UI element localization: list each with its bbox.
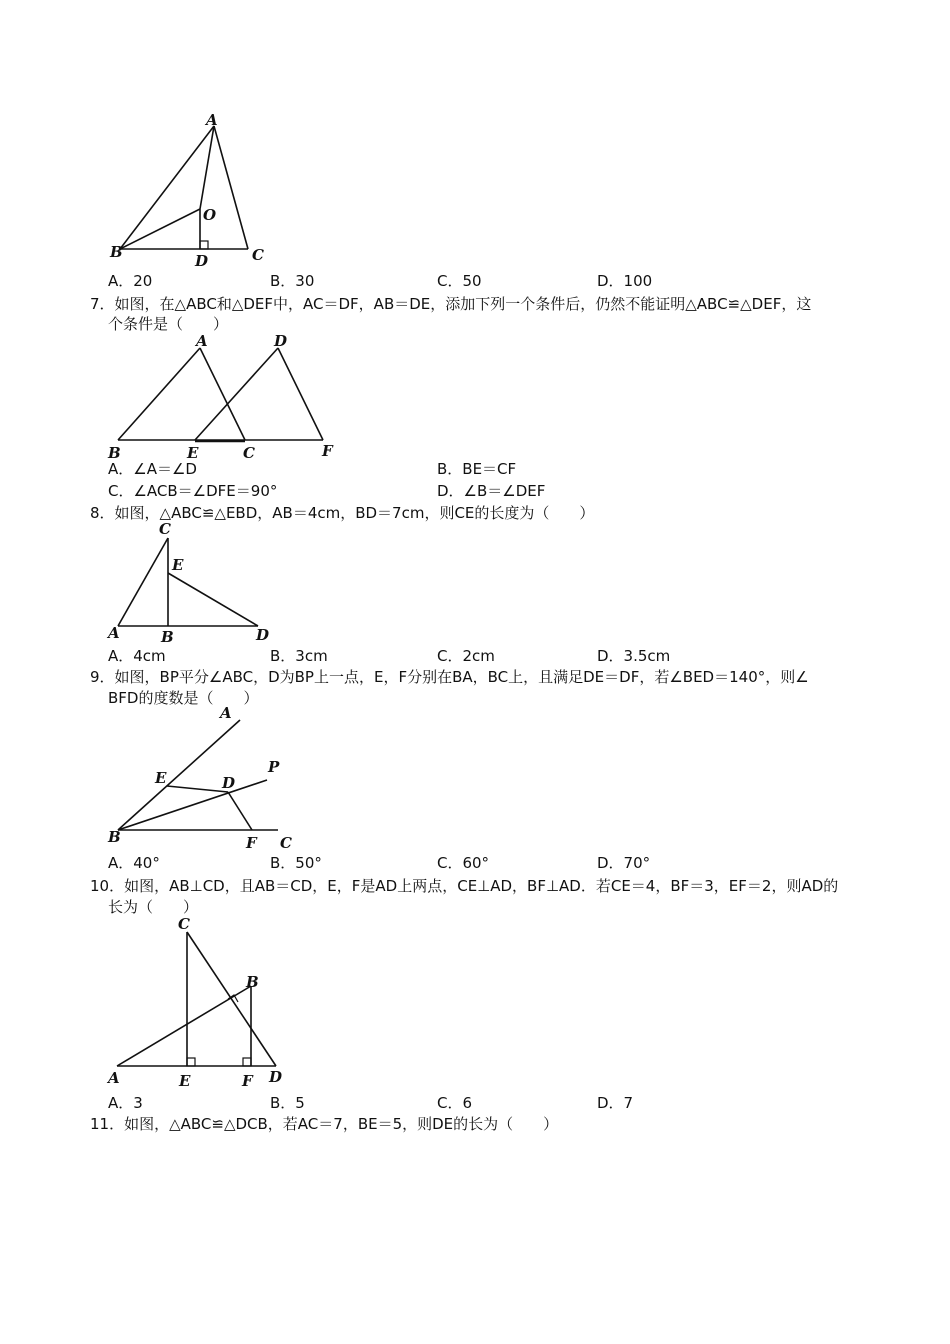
q10-option-c: C．6: [437, 1094, 473, 1112]
q6-option-c: C．50: [437, 272, 482, 290]
q9-label-c: C: [280, 834, 292, 852]
q7-figure: [100, 330, 350, 465]
q9-label-a: A: [220, 704, 232, 722]
q9-stem-line1: 9．如图，BP平分∠ABC，D为BP上一点，E，F分别在BA，BC上，且满足DE＝DF，若∠BED＝140°，则∠: [90, 668, 809, 686]
q9-label-b: B: [108, 828, 121, 846]
q6-option-d: D．100: [597, 272, 653, 290]
q10-label-f: F: [242, 1072, 253, 1090]
q7-label-a: A: [196, 332, 208, 350]
q8-label-d: D: [256, 626, 270, 644]
q8-option-a: A．4cm: [108, 647, 166, 665]
q10-option-b: B．5: [270, 1094, 305, 1112]
q6-label-o: O: [203, 206, 217, 224]
q10-label-c: C: [178, 915, 190, 933]
q10-label-b: B: [246, 973, 259, 991]
q10-label-e: E: [179, 1072, 191, 1090]
q7-option-a: A．∠A＝∠D: [108, 460, 197, 478]
q6-label-d: D: [195, 252, 209, 270]
q6-option-b: B．30: [270, 272, 315, 290]
q8-option-c: C．2cm: [437, 647, 495, 665]
q7-stem-line2: 个条件是（ ）: [108, 315, 229, 333]
q6-label-c: C: [252, 246, 264, 264]
q8-figure: [100, 518, 280, 648]
q10-label-a: A: [108, 1069, 120, 1087]
q10-option-d: D．7: [597, 1094, 634, 1112]
q9-label-f: F: [246, 834, 257, 852]
q6-label-a: A: [206, 112, 218, 129]
q7-stem-line1: 7．如图，在△ABC和△DEF中，AC＝DF，AB＝DE，添加下列一个条件后，仍然不能证明△ABC≌△DEF，这: [90, 295, 812, 313]
q9-stem-line2: BFD的度数是（ ）: [108, 689, 259, 707]
q6-option-a: A．20: [108, 272, 153, 290]
q6-label-b: B: [110, 243, 123, 261]
q10-label-d: D: [269, 1068, 283, 1086]
q7-label-e: E: [187, 444, 199, 462]
q8-option-b: B．3cm: [270, 647, 328, 665]
q7-label-d: D: [274, 332, 288, 350]
q8-stem: 8．如图，△ABC≌△EBD，AB＝4cm，BD＝7cm，则CE的长度为（ ）: [90, 504, 595, 522]
q8-label-c: C: [159, 520, 171, 538]
q9-option-a: A．40°: [108, 854, 160, 872]
q10-stem-line1: 10．如图，AB⊥CD，且AB＝CD，E，F是AD上两点，CE⊥AD，BF⊥AD．若CE＝4，BF＝3，EF＝2，则AD的: [90, 877, 839, 895]
q10-stem-line2: 长为（ ）: [108, 898, 199, 916]
q8-option-d: D．3.5cm: [597, 647, 671, 665]
q9-label-e: E: [155, 769, 167, 787]
q8-label-e: E: [172, 556, 184, 574]
q8-label-a: A: [108, 624, 120, 642]
q10-option-a: A．3: [108, 1094, 143, 1112]
q7-option-b: B．BE＝CF: [437, 460, 517, 478]
q7-option-c: C．∠ACB＝∠DFE＝90°: [108, 482, 278, 500]
q9-option-d: D．70°: [597, 854, 651, 872]
q7-option-d: D．∠B＝∠DEF: [437, 482, 546, 500]
q6-figure: [100, 112, 290, 272]
q8-label-b: B: [161, 628, 174, 646]
q9-label-p: P: [268, 758, 280, 776]
q9-option-c: C．60°: [437, 854, 490, 872]
q7-label-b: B: [108, 444, 121, 462]
q11-stem: 11．如图，△ABC≌△DCB，若AC＝7，BE＝5，则DE的长为（ ）: [90, 1115, 559, 1133]
q9-figure: [100, 700, 310, 855]
q7-label-f: F: [322, 442, 333, 460]
q7-label-c: C: [243, 444, 255, 462]
q10-figure: [100, 912, 300, 1092]
q9-label-d: D: [222, 774, 236, 792]
q9-option-b: B．50°: [270, 854, 322, 872]
